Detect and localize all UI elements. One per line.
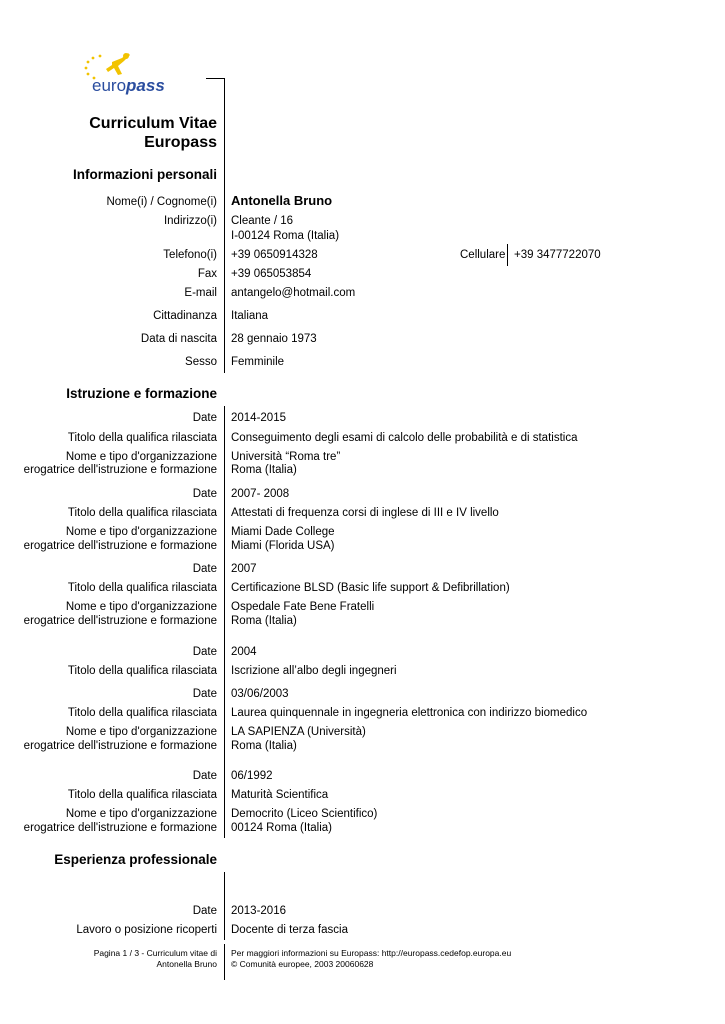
edu-org-name: Ospedale Fate Bene Fratelli — [231, 601, 375, 613]
edu-date-label: Date — [192, 770, 217, 782]
personal-divider — [224, 192, 225, 373]
name-label: Nome(i) / Cognome(i) — [106, 196, 217, 208]
edu-qual: Certificazione BLSD (Basic life support & Defibrillation) — [231, 582, 510, 594]
edu-org-place: Roma (Italia) — [231, 615, 297, 627]
citizenship-value: Italiana — [231, 310, 269, 322]
edu-org-place: Miami (Florida USA) — [231, 540, 335, 552]
edu-org-label-1: Nome e tipo d'organizzazione — [65, 726, 217, 738]
edu-qual: Conseguimento degli esami di calcolo delle probabilità e di statistica — [231, 432, 578, 444]
edu-date-label: Date — [192, 488, 217, 500]
address-line2: I-00124 Roma (Italia) — [231, 230, 340, 242]
full-name: Antonella Bruno — [231, 193, 333, 208]
experience-divider — [224, 872, 225, 940]
edu-org-label-2: erogatrice dell'istruzione e formazione — [23, 740, 217, 752]
mobile-label: Cellulare — [460, 249, 506, 261]
section-education-heading: Istruzione e formazione — [66, 386, 217, 401]
europass-wordmark — [92, 76, 165, 96]
edu-qual-label: Titolo della qualifica rilasciata — [67, 789, 217, 801]
edu-org-name: LA SAPIENZA (Università) — [231, 726, 366, 738]
fax-value: +39 065053854 — [231, 268, 312, 280]
address-label: Indirizzo(i) — [163, 215, 217, 227]
education-divider — [224, 406, 225, 838]
footer-divider — [224, 944, 225, 980]
birthdate-label: Data di nascita — [140, 333, 217, 345]
edu-org-label-1: Nome e tipo d'organizzazione — [65, 601, 217, 613]
section-experience-heading: Esperienza professionale — [54, 852, 217, 867]
edu-org-label-1: Nome e tipo d'organizzazione — [65, 451, 217, 463]
edu-date: 2004 — [231, 646, 257, 658]
edu-qual: Maturità Scientifica — [231, 789, 329, 801]
phone-value: +39 0650914328 — [231, 249, 318, 261]
address-line1: Cleante / 16 — [231, 215, 294, 227]
edu-qual-label: Titolo della qualifica rilasciata — [67, 707, 217, 719]
edu-date: 2007 — [231, 563, 257, 575]
edu-org-name: Democrito (Liceo Scientifico) — [231, 808, 378, 820]
edu-date: 2007- 2008 — [231, 488, 290, 500]
birthdate-value: 28 gennaio 1973 — [231, 333, 317, 345]
edu-date-label: Date — [192, 412, 217, 424]
edu-qual: Attestati di frequenza corsi di inglese di III e IV livello — [231, 507, 499, 519]
edu-qual-label: Titolo della qualifica rilasciata — [67, 432, 217, 444]
edu-org-label-2: erogatrice dell'istruzione e formazione — [23, 464, 217, 476]
email-label: E-mail — [184, 287, 217, 299]
exp-date: 2013-2016 — [231, 905, 286, 917]
mobile-divider — [507, 244, 508, 266]
edu-date: 03/06/2003 — [231, 688, 289, 700]
edu-date-label: Date — [192, 646, 217, 658]
cv-title-line2: Europass — [144, 134, 217, 151]
email-value[interactable]: antangelo@hotmail.com — [231, 287, 356, 299]
edu-org-place: Roma (Italia) — [231, 464, 297, 476]
exp-job-label: Lavoro o posizione ricoperti — [76, 924, 217, 936]
edu-org-label-1: Nome e tipo d'organizzazione — [65, 526, 217, 538]
exp-job: Docente di terza fascia — [231, 924, 348, 936]
edu-qual-label: Titolo della qualifica rilasciata — [67, 507, 217, 519]
edu-date-label: Date — [192, 563, 217, 575]
header-divider — [224, 78, 225, 196]
section-personal-heading: Informazioni personali — [72, 167, 217, 182]
edu-date-label: Date — [192, 688, 217, 700]
edu-org-label-2: erogatrice dell'istruzione e formazione — [23, 615, 217, 627]
edu-qual-label: Titolo della qualifica rilasciata — [67, 665, 217, 677]
footer-europass-info[interactable]: Per maggiori informazioni su Europass: http://europass.cedefop.europa.eu — [231, 948, 512, 958]
edu-org-place: 00124 Roma (Italia) — [231, 822, 332, 834]
edu-qual: Iscrizione all’albo degli ingegneri — [231, 665, 397, 677]
header-bracket — [206, 78, 225, 79]
footer-page-info: Pagina 1 / 3 - Curriculum vitae di — [93, 948, 217, 958]
cv-title-line1: Curriculum Vitae — [89, 115, 217, 132]
citizenship-label: Cittadinanza — [153, 310, 217, 322]
edu-org-label-2: erogatrice dell'istruzione e formazione — [23, 822, 217, 834]
phone-label: Telefono(i) — [163, 249, 217, 261]
fax-label: Fax — [197, 268, 217, 280]
edu-qual-label: Titolo della qualifica rilasciata — [67, 582, 217, 594]
sex-label: Sesso — [185, 356, 217, 368]
edu-org-name: Università “Roma tre” — [231, 451, 341, 463]
footer-copyright: © Comunità europee, 2003 20060628 — [231, 959, 374, 969]
mobile-value: +39 3477722070 — [514, 249, 601, 261]
edu-qual: Laurea quinquennale in ingegneria elettronica con indirizzo biomedico — [231, 707, 588, 719]
edu-org-label-2: erogatrice dell'istruzione e formazione — [23, 540, 217, 552]
edu-date: 06/1992 — [231, 770, 273, 782]
sex-value: Femminile — [231, 356, 285, 368]
exp-date-label: Date — [192, 905, 217, 917]
logo-euro: euro — [92, 76, 127, 95]
edu-date: 2014-2015 — [231, 412, 286, 424]
edu-org-label-1: Nome e tipo d'organizzazione — [65, 808, 217, 820]
logo-pass: pass — [126, 76, 165, 95]
edu-org-place: Roma (Italia) — [231, 740, 297, 752]
edu-org-name: Miami Dade College — [231, 526, 335, 538]
footer-cv-owner: Antonella Bruno — [156, 959, 217, 969]
